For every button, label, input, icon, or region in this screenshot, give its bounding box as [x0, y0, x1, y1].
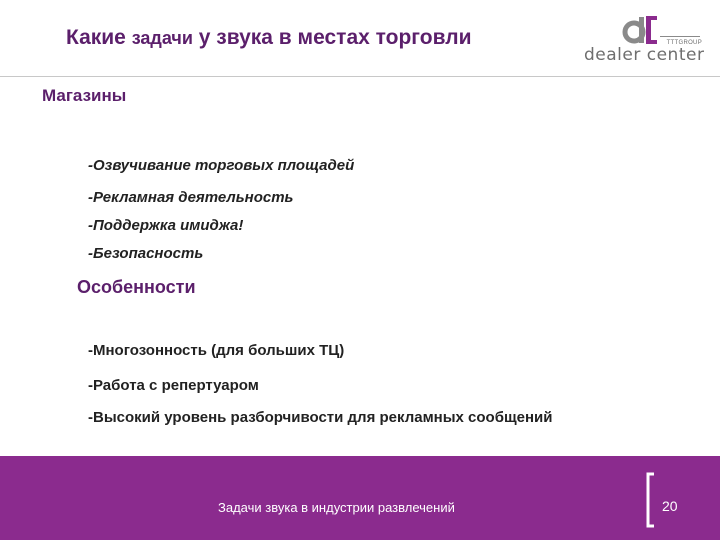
footer-bar [0, 456, 720, 540]
footer-title: Задачи звука в индустрии развлечений [218, 500, 455, 515]
features-item-1: -Многозонность (для больших ТЦ) [88, 342, 345, 359]
bracket-icon [645, 472, 655, 528]
dealer-center-logo [584, 14, 708, 68]
shops-item-1: -Озвучивание торговых площадей [88, 157, 355, 174]
shops-item-3: -Поддержка имиджа! [88, 217, 244, 234]
shops-item-4: -Безопасность [88, 245, 204, 262]
features-item-2: -Работа с репертуаром [88, 377, 259, 394]
section-heading-features: Особенности [77, 277, 196, 297]
shops-item-2: -Рекламная деятельность [88, 189, 294, 206]
slide-title [66, 26, 471, 50]
logo-group-label: TTTGROUP [666, 40, 702, 46]
logo-wordmark: dealer center [584, 45, 705, 65]
title-part-2: задачи [131, 28, 193, 48]
header-divider [0, 76, 720, 77]
page-number: 20 [662, 498, 678, 514]
title-part-3: у звука в местах торговли [192, 26, 472, 49]
section-heading-shops: Магазины [42, 86, 127, 105]
features-item-3: -Высокий уровень разборчивости для рекламных сообщений [88, 409, 553, 426]
title-part-1: Какие [66, 26, 132, 49]
